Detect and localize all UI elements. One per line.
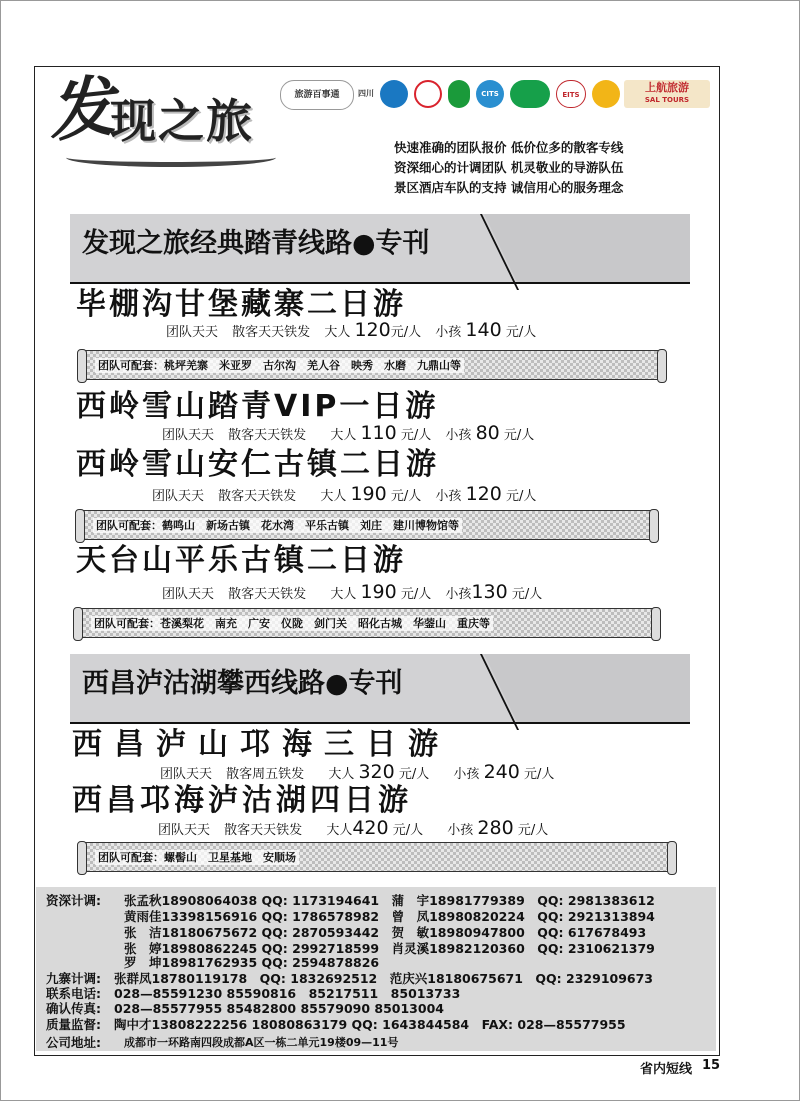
child-unit: 元/人 xyxy=(503,428,535,443)
child-unit: 元/人 xyxy=(517,823,549,838)
airline-logo-icon xyxy=(414,80,442,108)
options-scroll xyxy=(80,842,674,872)
star-icon xyxy=(556,80,586,108)
banner-title: 发现之旅经典踏青线路●专刊 xyxy=(82,228,430,259)
options-text: 团队可配套：螺髻山 卫星基地 安顺场 xyxy=(95,850,299,865)
planner-line: 张孟秋18908064038 QQ: 1173194641 蒲 宇18981779389 QQ: 2981383612 xyxy=(124,893,655,908)
planner-line: 张 婷18980862245 QQ: 2992718599 肖灵溪18982120360 QQ: 2310621379 xyxy=(124,941,655,956)
planner-line: 罗 坤18981762935 QQ: 2594878826 xyxy=(124,955,380,970)
mascot-icon xyxy=(280,80,354,110)
route-price-line xyxy=(158,818,548,841)
child-unit: 元/人 xyxy=(523,767,555,782)
options-scroll xyxy=(76,608,658,638)
child-unit: 元/人 xyxy=(505,325,537,340)
logo-label-cits: CITS xyxy=(481,90,499,98)
options-text: 团队可配套：桃坪羌寨 米亚罗 古尔沟 羌人谷 映秀 水磨 九鼎山等 xyxy=(95,358,464,373)
brand-title-rest: 现之旅 xyxy=(110,94,254,148)
adult-label: 大人 xyxy=(330,428,357,443)
adult-price: 190 xyxy=(360,581,397,603)
slogan-line: 资深细心的计调团队 机灵敬业的导游队伍 xyxy=(394,160,624,175)
scatter-schedule: 散客天天铁发 xyxy=(228,428,307,443)
options-text: 团队可配套：鹤鸣山 新场古镇 花水湾 平乐古镇 刘庄 建川博物馆等 xyxy=(93,518,462,533)
adult-label: 大人 xyxy=(320,489,347,504)
address-text: 成都市一环路南四段成都A区一栋二单元19楼09—11号 xyxy=(124,1036,399,1049)
section-banner-spring xyxy=(70,214,690,284)
panda-icon xyxy=(592,80,620,108)
adult-label: 大人 xyxy=(326,823,353,838)
team-schedule: 团队天天 xyxy=(162,428,215,443)
route-price-line xyxy=(166,320,536,343)
scatter-schedule: 散客天天铁发 xyxy=(228,587,307,602)
adult-unit: 元/人 xyxy=(400,428,432,443)
scatter-schedule: 散客天天铁发 xyxy=(232,325,311,340)
options-scroll xyxy=(78,510,656,540)
section-banner-xichang xyxy=(70,654,690,724)
route-title: 毕棚沟甘堡藏寨二日游 xyxy=(76,287,406,322)
adult-label: 大人 xyxy=(324,325,351,340)
scatter-schedule: 散客周五铁发 xyxy=(226,767,305,782)
adult-unit: 元/人 xyxy=(390,489,422,504)
clover-icon xyxy=(448,80,470,108)
team-schedule: 团队天天 xyxy=(166,325,219,340)
airline-bird-icon xyxy=(380,80,408,108)
route-title: 西昌泸山邛海三日游 xyxy=(72,727,450,762)
options-scroll xyxy=(80,350,664,380)
logo-label-sal-cn: 上航旅游 xyxy=(645,81,689,94)
jiuzhai-label: 九寨计调: xyxy=(46,971,101,986)
banner-title: 西昌泸沽湖攀西线路●专刊 xyxy=(82,668,403,699)
slogan-line: 景区酒店车队的支持 诚信用心的服务理念 xyxy=(394,180,624,195)
sal-tours-icon xyxy=(624,80,710,108)
route-price-line xyxy=(162,423,534,446)
partner-logos xyxy=(280,80,710,110)
planners-label: 资深计调: xyxy=(46,893,101,908)
adult-unit: 元/人 xyxy=(392,823,424,838)
child-price: 140 xyxy=(465,319,502,341)
scatter-schedule: 散客天天铁发 xyxy=(224,823,303,838)
route-title: 天台山平乐古镇二日游 xyxy=(76,543,406,578)
address-label: 公司地址: xyxy=(46,1035,101,1050)
child-label: 小孩 xyxy=(453,767,480,782)
team-schedule: 团队天天 xyxy=(160,767,213,782)
logo-label-eits: EITS xyxy=(562,91,580,99)
banner-underline xyxy=(70,282,690,284)
adult-price: 120 xyxy=(354,319,391,341)
wings-icon xyxy=(510,80,550,108)
logo-label-baishitong: 旅游百事通 xyxy=(294,90,340,100)
quality-text: 陶中才13808222256 18080863179 QQ: 1643844584 FAX: 028—85577955 xyxy=(114,1017,626,1032)
footer-section-name: 省内短线 xyxy=(640,1062,693,1077)
logo-label-sichuan: 四川 xyxy=(358,89,374,98)
route-price-line xyxy=(152,484,536,507)
fax-label: 确认传真: xyxy=(46,1001,101,1016)
jiuzhai-text: 张群凤18780119178 QQ: 1832692512 范庆兴18180675671 QQ: 2329109673 xyxy=(114,971,654,986)
child-price: 80 xyxy=(475,422,500,444)
child-price: 130 xyxy=(471,581,508,603)
child-label: 小孩 xyxy=(447,823,474,838)
globe-icon xyxy=(476,80,504,108)
adult-unit: 元/人 xyxy=(390,325,422,340)
adult-price: 320 xyxy=(358,761,395,783)
child-label: 小孩 xyxy=(435,325,462,340)
planner-line: 张 洁18180675672 QQ: 2870593442 贺 敏18980947800 QQ: 617678493 xyxy=(124,925,647,940)
route-price-line xyxy=(160,762,554,785)
child-unit: 元/人 xyxy=(505,489,537,504)
brand-title-first-char: 发 xyxy=(44,66,118,152)
child-label: 小孩 xyxy=(445,428,472,443)
phone-text: 028—85591230 85590816 85217511 85013733 xyxy=(114,986,461,1001)
logo-label-sal-en: SAL TOURS xyxy=(644,96,690,104)
sichuan-mark xyxy=(356,80,376,108)
route-title: 西岭雪山安仁古镇二日游 xyxy=(76,447,439,482)
adult-price: 190 xyxy=(350,483,387,505)
planner-line: 黄雨佳13398156916 QQ: 1786578982 曾 凤18980820224 QQ: 2921313894 xyxy=(124,909,655,924)
phone-label: 联系电话: xyxy=(46,986,101,1001)
child-price: 240 xyxy=(483,761,520,783)
route-price-line xyxy=(162,582,542,605)
brand-swoosh-icon xyxy=(66,148,276,167)
adult-label: 大人 xyxy=(328,767,355,782)
adult-price: 110 xyxy=(360,422,397,444)
adult-unit: 元/人 xyxy=(400,587,432,602)
scatter-schedule: 散客天天铁发 xyxy=(218,489,297,504)
route-title: 西岭雪山踏青VIP一日游 xyxy=(76,389,439,424)
team-schedule: 团队天天 xyxy=(152,489,205,504)
banner-underline xyxy=(70,722,690,724)
child-unit: 元/人 xyxy=(511,587,543,602)
footer-page-number: 15 xyxy=(702,1058,721,1073)
brand-title xyxy=(44,66,288,166)
quality-label: 质量监督: xyxy=(46,1017,101,1032)
contact-box xyxy=(36,887,716,1051)
options-text: 团队可配套：苍溪梨花 南充 广安 仪陇 剑门关 昭化古城 华蓥山 重庆等 xyxy=(91,616,493,631)
slogan-line: 快速准确的团队报价 低价位多的散客专线 xyxy=(394,140,624,155)
adult-label: 大人 xyxy=(330,587,357,602)
route-title: 西昌邛海泸沽湖四日游 xyxy=(72,783,412,818)
child-price: 280 xyxy=(477,817,514,839)
slogans xyxy=(394,138,704,198)
fax-text: 028—85577955 85482800 85579090 85013004 xyxy=(114,1001,444,1016)
child-label: 小孩 xyxy=(435,489,462,504)
child-price: 120 xyxy=(465,483,502,505)
adult-price: 420 xyxy=(352,817,389,839)
team-schedule: 团队天天 xyxy=(162,587,215,602)
team-schedule: 团队天天 xyxy=(158,823,211,838)
adult-unit: 元/人 xyxy=(398,767,430,782)
child-label: 小孩 xyxy=(445,587,472,602)
